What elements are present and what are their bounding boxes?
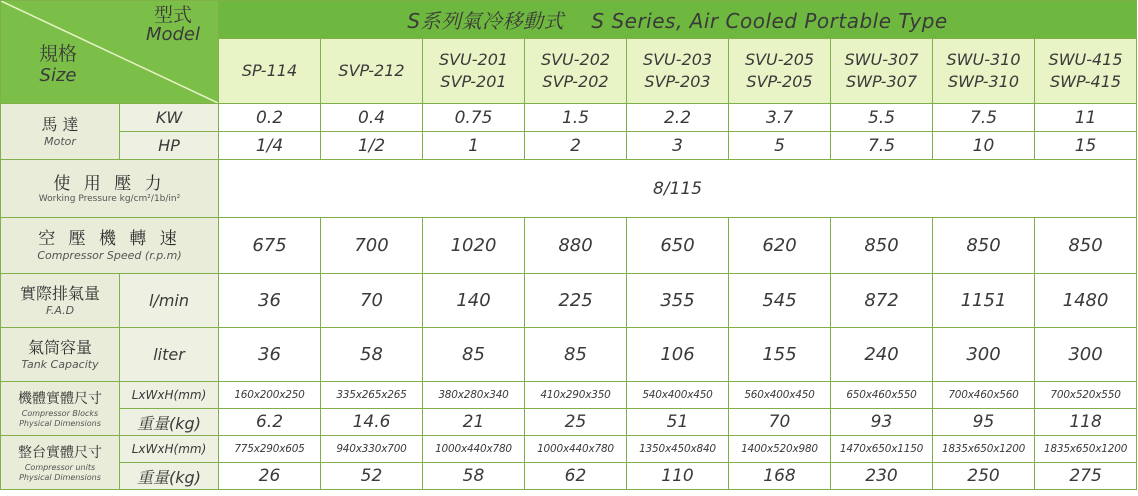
speed-value: 850: [1035, 218, 1137, 274]
motor-kw-value: 11: [1035, 104, 1137, 132]
blocks-dim-value: 540x400x450: [627, 382, 729, 409]
blocks-weight-value: 51: [627, 409, 729, 436]
header-corner: [1, 1, 219, 104]
motor-kw-value: 0.75: [423, 104, 525, 132]
units-dim-value: 775x290x605: [219, 436, 321, 463]
blocks-weight-value: 6.2: [219, 409, 321, 436]
model-name: SWU-415: [1048, 50, 1123, 70]
speed-value: 850: [933, 218, 1035, 274]
units-dim-row: [1, 436, 1137, 463]
model-name: SVU-203: [642, 50, 713, 70]
tank-row: [1, 328, 1137, 382]
tank-value: 58: [321, 328, 423, 382]
corner-model-label: 型式 Model: [145, 4, 200, 45]
tank-label: 氣筒容量 Tank Capacity: [1, 328, 120, 382]
model-header-cell: [423, 39, 525, 104]
fad-value: 225: [525, 274, 627, 328]
motor-hp-value: 5: [729, 132, 831, 160]
model-header-cell: [1035, 39, 1137, 104]
model-header-cell: [831, 39, 933, 104]
blocks-dim-value: 700x460x560: [933, 382, 1035, 409]
motor-kw-row: [1, 104, 1137, 132]
fad-value: 70: [321, 274, 423, 328]
fad-value: 355: [627, 274, 729, 328]
fad-value: 872: [831, 274, 933, 328]
motor-kw-value: 7.5: [933, 104, 1035, 132]
units-label: 整台實體尺寸 Compressor units Physical Dimensions: [1, 436, 120, 490]
model-name: SVU-201: [438, 50, 509, 70]
motor-hp-row: [1, 132, 1137, 160]
fad-row: [1, 274, 1137, 328]
units-weight-value: 168: [729, 463, 831, 490]
tank-value: 155: [729, 328, 831, 382]
speed-label: 空 壓 機 轉 速 Compressor Speed (r.p.m): [1, 218, 219, 274]
model-name-alt: SWP-415: [1050, 72, 1122, 92]
blocks-dim-value: 160x200x250: [219, 382, 321, 409]
units-dim-value: 940x330x700: [321, 436, 423, 463]
model-name: SVP-212: [338, 61, 405, 81]
blocks-weight-value: 95: [933, 409, 1035, 436]
fad-unit: l/min: [120, 274, 219, 328]
model-name: SP-114: [241, 61, 298, 81]
blocks-weight-value: 25: [525, 409, 627, 436]
kw-unit: KW: [120, 104, 219, 132]
units-dim-value: 1000x440x780: [423, 436, 525, 463]
blocks-dim-value: 380x280x340: [423, 382, 525, 409]
model-header-cell: [933, 39, 1035, 104]
speed-value: 880: [525, 218, 627, 274]
units-weight-value: 58: [423, 463, 525, 490]
blocks-dim-value: 700x520x550: [1035, 382, 1137, 409]
speed-value: 620: [729, 218, 831, 274]
model-header-cell: [729, 39, 831, 104]
speed-value: 650: [627, 218, 729, 274]
blocks-weight-unit: 重量(kg): [120, 409, 219, 436]
blocks-dim-value: 335x265x265: [321, 382, 423, 409]
model-name-alt: SVP-201: [440, 72, 507, 92]
units-weight-value: 230: [831, 463, 933, 490]
pressure-value: 8/115: [219, 160, 1137, 218]
blocks-dim-value: 650x460x550: [831, 382, 933, 409]
blocks-dim-value: 410x290x350: [525, 382, 627, 409]
blocks-weight-row: [1, 409, 1137, 436]
units-dim-value: 1470x650x1150: [831, 436, 933, 463]
blocks-weight-value: 118: [1035, 409, 1137, 436]
units-dim-value: 1000x440x780: [525, 436, 627, 463]
model-name: SWU-310: [946, 50, 1021, 70]
motor-hp-value: 1/2: [321, 132, 423, 160]
model-name-alt: SVP-203: [644, 72, 711, 92]
tank-value: 36: [219, 328, 321, 382]
units-dim-unit: LxWxH(mm): [120, 436, 219, 463]
blocks-weight-value: 21: [423, 409, 525, 436]
model-name: SVU-205: [744, 50, 815, 70]
blocks-dim-unit: LxWxH(mm): [120, 382, 219, 409]
tank-unit: liter: [120, 328, 219, 382]
units-dim-value: 1835x650x1200: [1035, 436, 1137, 463]
tank-value: 300: [933, 328, 1035, 382]
motor-hp-value: 7.5: [831, 132, 933, 160]
model-name: SWU-307: [844, 50, 919, 70]
tank-value: 106: [627, 328, 729, 382]
units-weight-value: 110: [627, 463, 729, 490]
fad-value: 140: [423, 274, 525, 328]
pressure-label: 使 用 壓 力 Working Pressure kg/cm²/1b/in²: [1, 160, 219, 218]
units-weight-unit: 重量(kg): [120, 463, 219, 490]
model-header-cell: [525, 39, 627, 104]
motor-kw-value: 1.5: [525, 104, 627, 132]
hp-unit: HP: [120, 132, 219, 160]
fad-value: 36: [219, 274, 321, 328]
motor-hp-value: 3: [627, 132, 729, 160]
model-name-alt: SVP-202: [542, 72, 609, 92]
fad-label: 實際排氣量 F.A.D: [1, 274, 120, 328]
model-name: SVU-202: [540, 50, 611, 70]
table-title: S系列氣冷移動式 S Series, Air Cooled Portable Type: [219, 1, 1137, 39]
model-header-cell: [219, 39, 321, 104]
units-dim-value: 1350x450x840: [627, 436, 729, 463]
tank-value: 300: [1035, 328, 1137, 382]
motor-kw-value: 5.5: [831, 104, 933, 132]
blocks-weight-value: 70: [729, 409, 831, 436]
speed-value: 1020: [423, 218, 525, 274]
motor-kw-value: 0.4: [321, 104, 423, 132]
units-weight-value: 275: [1035, 463, 1137, 490]
motor-hp-value: 2: [525, 132, 627, 160]
units-weight-value: 26: [219, 463, 321, 490]
units-weight-value: 52: [321, 463, 423, 490]
motor-hp-value: 1: [423, 132, 525, 160]
motor-kw-value: 2.2: [627, 104, 729, 132]
motor-kw-value: 0.2: [219, 104, 321, 132]
model-header-cell: [627, 39, 729, 104]
fad-value: 1480: [1035, 274, 1137, 328]
pressure-row: [1, 160, 1137, 218]
blocks-dim-row: [1, 382, 1137, 409]
blocks-weight-value: 93: [831, 409, 933, 436]
corner-size-label: 規格 Size: [39, 43, 78, 86]
motor-hp-value: 1/4: [219, 132, 321, 160]
speed-value: 850: [831, 218, 933, 274]
blocks-weight-value: 14.6: [321, 409, 423, 436]
fad-value: 1151: [933, 274, 1035, 328]
tank-value: 85: [525, 328, 627, 382]
speed-row: [1, 218, 1137, 274]
model-name-alt: SWP-310: [947, 72, 1020, 92]
motor-hp-value: 15: [1035, 132, 1137, 160]
tank-value: 85: [423, 328, 525, 382]
motor-kw-value: 3.7: [729, 104, 831, 132]
motor-label: 馬 達 Motor: [1, 104, 120, 160]
units-weight-row: [1, 463, 1137, 490]
units-dim-value: 1835x650x1200: [933, 436, 1035, 463]
speed-value: 675: [219, 218, 321, 274]
units-dim-value: 1400x520x980: [729, 436, 831, 463]
model-name-alt: SVP-205: [746, 72, 813, 92]
motor-hp-value: 10: [933, 132, 1035, 160]
fad-value: 545: [729, 274, 831, 328]
speed-value: 700: [321, 218, 423, 274]
model-header-cell: [321, 39, 423, 104]
units-weight-value: 250: [933, 463, 1035, 490]
model-name-alt: SWP-307: [845, 72, 918, 92]
tank-value: 240: [831, 328, 933, 382]
blocks-label: 機體實體尺寸 Compressor Blocks Physical Dimensions: [1, 382, 120, 436]
blocks-dim-value: 560x400x450: [729, 382, 831, 409]
units-weight-value: 62: [525, 463, 627, 490]
